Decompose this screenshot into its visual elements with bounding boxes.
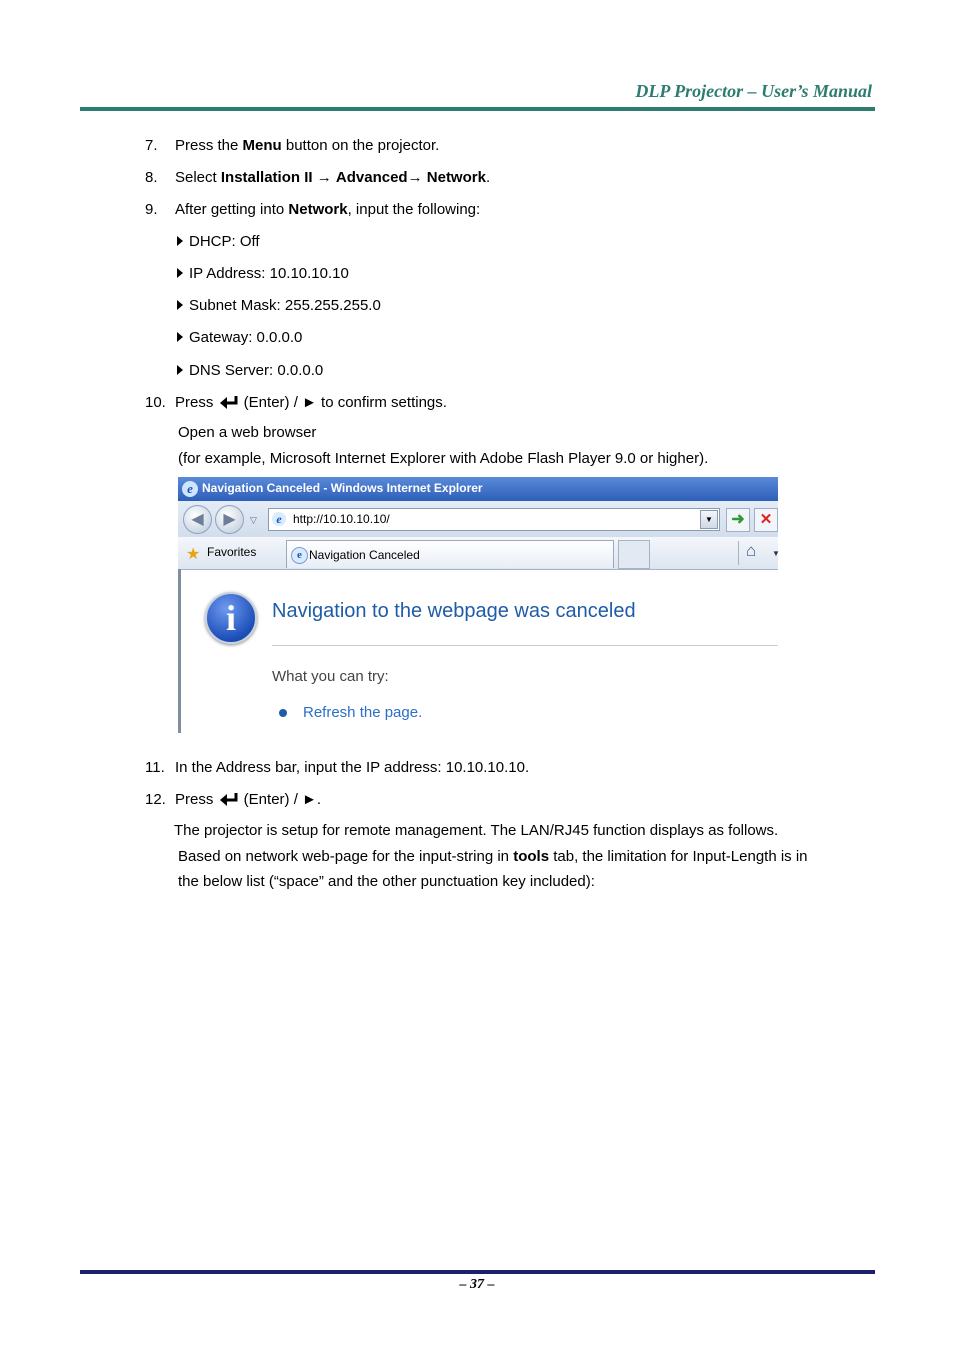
step-bold: Menu	[242, 137, 282, 154]
enter-key-icon	[218, 395, 240, 409]
step-11	[145, 759, 529, 777]
paragraph-text: tab, the limitation for Input-Length is in	[549, 848, 808, 865]
favorites-button[interactable]: Favorites	[207, 545, 257, 559]
enter-key-icon	[218, 792, 240, 806]
try-label: What you can try:	[272, 668, 389, 685]
manual-title: DLP Projector – User’s Manual	[635, 81, 872, 101]
setting-item	[177, 265, 349, 283]
go-arrow-icon[interactable]: ➜	[726, 508, 750, 532]
window-titlebar	[178, 477, 778, 501]
step-number: 7.	[145, 137, 158, 154]
step-number: 8.	[145, 169, 158, 186]
browser-tab[interactable]	[286, 540, 614, 568]
paragraph-input-limit	[178, 848, 808, 866]
bullet-icon	[279, 709, 287, 717]
tab-page-icon: e	[291, 547, 308, 564]
step-text: button on the projector.	[281, 137, 440, 154]
setting-item	[177, 233, 260, 251]
home-icon[interactable]: ⌂	[746, 541, 757, 560]
step-text: After getting into	[175, 201, 289, 218]
toolbar-separator	[738, 541, 739, 565]
step-bold: Network	[288, 201, 348, 218]
setting-text: Gateway: 0.0.0.0	[189, 329, 303, 346]
step-10	[145, 394, 447, 412]
arrow: →	[312, 169, 336, 186]
back-button[interactable]: ◀	[183, 505, 212, 534]
step-number: 10.	[145, 394, 166, 411]
step-text: Select	[175, 169, 221, 186]
refresh-link[interactable]: Refresh the page.	[303, 704, 423, 721]
setting-text: IP Address: 10.10.10.10	[189, 265, 349, 282]
setting-item	[177, 329, 302, 347]
info-icon: i	[205, 592, 257, 644]
setting-item	[177, 297, 381, 315]
forward-button[interactable]: ▶	[215, 505, 244, 534]
paragraph-remote: The projector is setup for remote management. The LAN/RJ45 function displays as follows.	[174, 822, 779, 839]
page-icon: e	[272, 512, 286, 526]
address-dropdown-button[interactable]: ▼	[700, 510, 718, 529]
step-9	[145, 201, 480, 219]
step-bold: Advanced	[335, 169, 408, 186]
header-rule	[80, 107, 875, 111]
browser-instruction: Open a web browser	[178, 424, 317, 441]
step-7	[145, 137, 439, 155]
favorites-star-icon[interactable]: ★	[186, 546, 201, 563]
paragraph-bold: tools	[513, 848, 550, 865]
tab-title: Navigation Canceled	[309, 548, 420, 562]
browser-example: (for example, Microsoft Internet Explorer with Adobe Flash Player 9.0 or higher).	[178, 450, 709, 467]
step-number: 9.	[145, 201, 158, 218]
triangle-bullet-icon	[177, 268, 183, 278]
address-bar[interactable]	[268, 508, 720, 531]
window-title: Navigation Canceled - Windows Internet Explorer	[202, 481, 483, 495]
step-text: , input the following:	[347, 201, 481, 218]
error-heading: Navigation to the webpage was canceled	[272, 600, 636, 622]
step-text: (Enter) / ►.	[239, 791, 322, 808]
step-text: .	[485, 169, 491, 186]
step-number: 11.	[145, 759, 165, 776]
history-dropdown-icon[interactable]: ▽	[250, 515, 257, 525]
setting-text: DNS Server: 0.0.0.0	[189, 362, 324, 379]
browser-screenshot	[178, 477, 778, 733]
setting-text: DHCP: Off	[189, 233, 260, 250]
setting-text: Subnet Mask: 255.255.255.0	[189, 297, 381, 314]
step-text: Press	[175, 394, 218, 411]
triangle-bullet-icon	[177, 300, 183, 310]
step-text: (Enter) / ► to confirm settings.	[239, 394, 447, 411]
new-tab-button[interactable]	[618, 540, 650, 569]
content-border	[178, 569, 181, 733]
page-number: – 37 –	[459, 1277, 495, 1292]
triangle-bullet-icon	[177, 236, 183, 246]
step-number: 12.	[145, 791, 166, 808]
arrow: →	[407, 169, 427, 186]
ie-logo-icon: e	[182, 481, 198, 497]
footer-rule	[80, 1270, 875, 1274]
step-bold: Network	[426, 169, 486, 186]
address-input[interactable]: http://10.10.10.10/	[293, 512, 390, 526]
stop-icon[interactable]: ✕	[754, 508, 778, 532]
home-dropdown-icon[interactable]: ▼	[772, 549, 780, 558]
step-bold: Installation II	[220, 169, 313, 186]
setting-item	[177, 362, 323, 380]
triangle-bullet-icon	[177, 332, 183, 342]
paragraph-text: Based on network web-page for the input-string in	[178, 848, 514, 865]
step-text: Press the	[175, 137, 243, 154]
step-text: In the Address bar, input the IP address: 10.10.10.10.	[175, 759, 530, 776]
step-8	[145, 169, 490, 187]
step-text: Press	[175, 791, 218, 808]
triangle-bullet-icon	[177, 365, 183, 375]
paragraph-list-note: the below list (“space” and the other punctuation key included):	[178, 873, 595, 890]
step-12	[145, 791, 321, 809]
heading-divider	[272, 645, 778, 646]
